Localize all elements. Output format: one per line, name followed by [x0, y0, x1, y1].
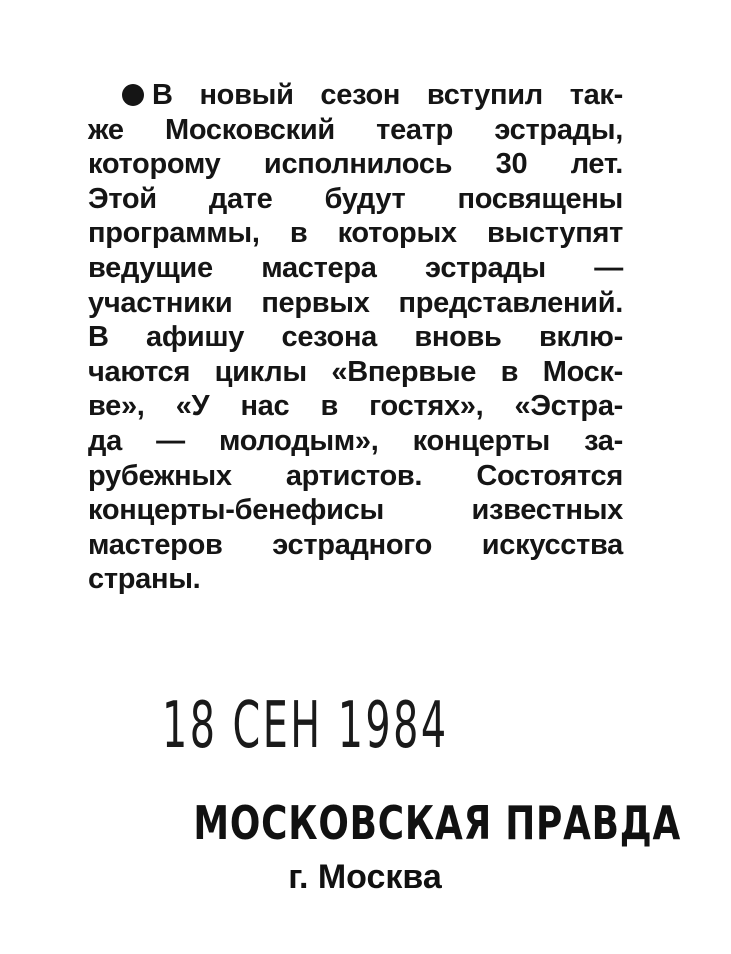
article-line: программы, в которых выступят [88, 217, 623, 250]
article-line: Этой дате будут посвящены [88, 182, 623, 215]
article-line: страны. [88, 563, 201, 596]
article-text [88, 78, 623, 597]
bullet-icon [122, 84, 144, 106]
date-stamp: 18 СЕН 1984 [162, 689, 449, 763]
article-line [88, 78, 623, 113]
article-line-text: В новый сезон вступил так- [152, 79, 623, 111]
article-line: мастеров эстрадного искусства [88, 528, 623, 561]
article-line: В афишу сезона вновь вклю- [88, 321, 623, 354]
article-line: да — молодым», концерты за- [88, 424, 623, 457]
article-line: чаются циклы «Впервые в Моск- [88, 355, 623, 388]
article-line: рубежных артистов. Состоятся [88, 459, 623, 492]
article-line: участники первых представлений. [88, 286, 623, 319]
article-line: которому исполнилось 30 лет. [88, 148, 623, 181]
article-line: же Московский театр эстрады, [88, 113, 623, 146]
article-line: концерты-бенефисы известных [88, 494, 623, 527]
city-label: г. Москва [288, 858, 442, 896]
newspaper-masthead: МОСКОВСКАЯ ПРАВДА [193, 796, 682, 850]
article-line: ве», «У нас в гостях», «Эстра- [88, 390, 623, 423]
article-line: ведущие мастера эстрады — [88, 251, 623, 284]
